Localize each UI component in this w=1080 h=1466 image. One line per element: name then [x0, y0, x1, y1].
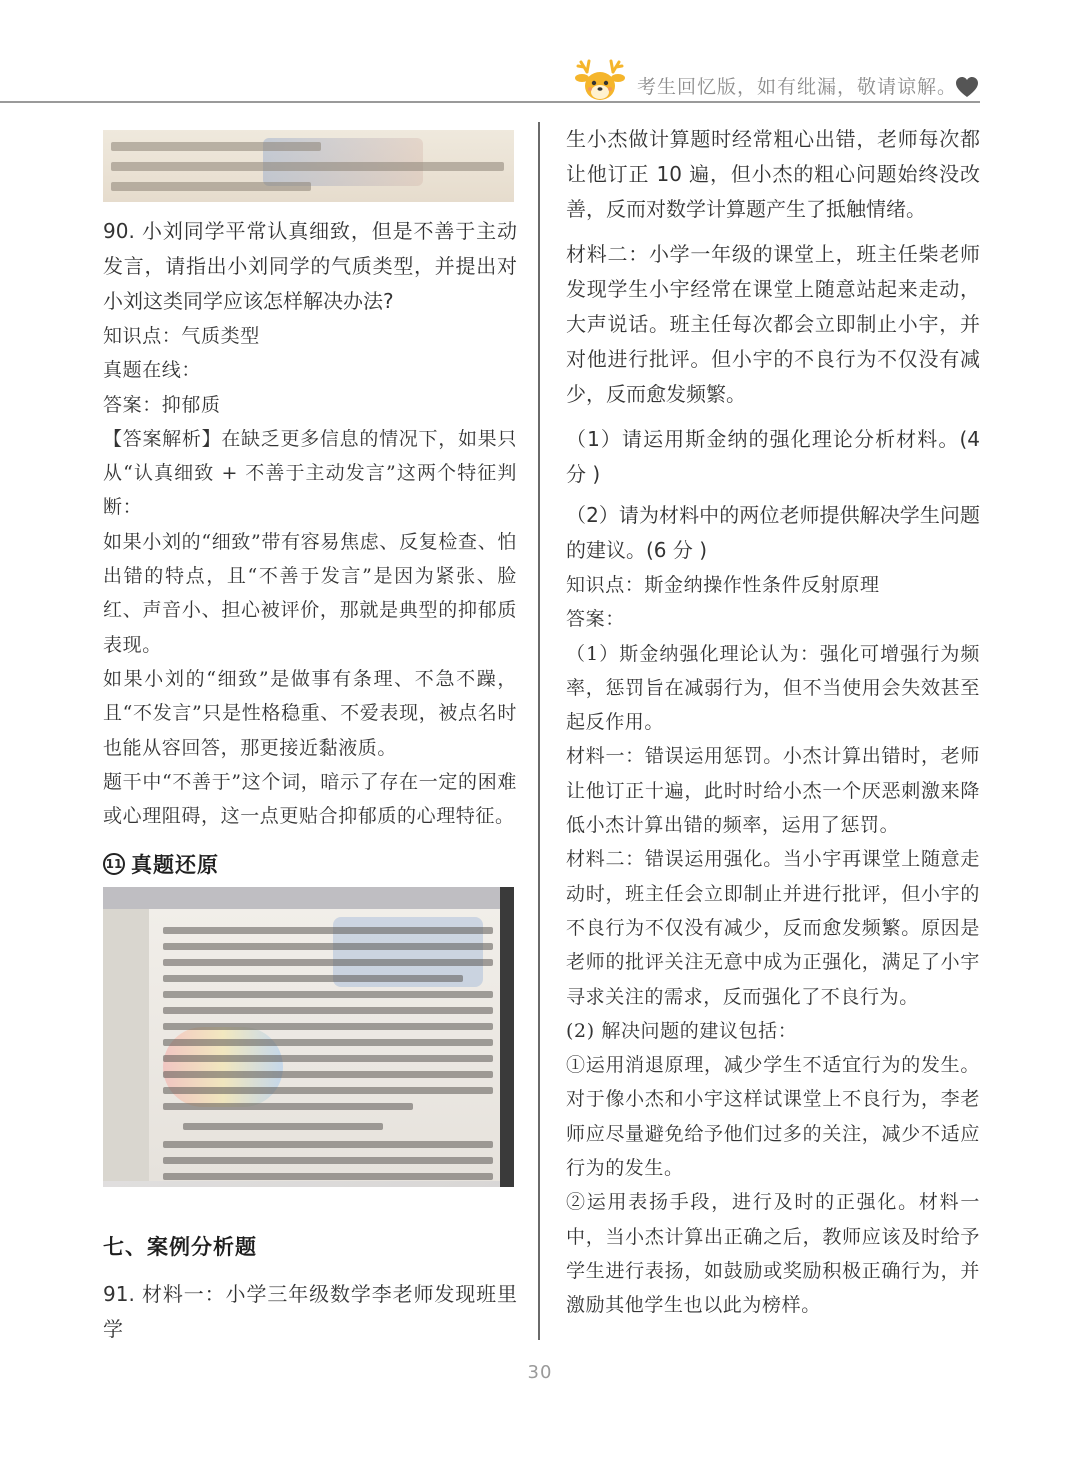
answer: 答案：抑郁质 — [103, 393, 221, 416]
exam-online-label: 真题在线： — [103, 359, 202, 382]
photo-text-line — [111, 162, 504, 171]
sub-question-2: （2）请为材料中的两位老师提供解决学生问题的建议。(6 分 ) — [566, 503, 980, 562]
section-heading: 七、案例分析题 — [103, 1235, 257, 1260]
answer-1-material-1: 材料一：错误运用惩罚。小杰计算出错时，老师让他订正十遍，此时时给小杰一个厌恶刺激来降低小杰计算出错的频率，运用了惩罚。 — [566, 745, 980, 837]
answer-1: （1）斯金纳强化理论认为：强化可增强行为频率，惩罚旨在减弱行为，但不当使用会失效甚至起反作用。 — [566, 642, 980, 734]
knowledge-point: 知识点：斯金纳操作性条件反射原理 — [566, 574, 880, 596]
header-notice: 考生回忆版，如有纰漏，敬请谅解。 — [637, 76, 958, 98]
textbook-page-photo — [103, 887, 514, 1187]
photo-text-line — [111, 142, 321, 151]
question-91-continued: 生小杰做计算题时经常粗心出错，老师每次都让他订正 10 遍，但小杰的粗心问题始终没改善，反而对数学计算题产生了抵触情绪。 — [566, 127, 980, 221]
material-2: 材料二：小学一年级的课堂上，班主任柴老师发现学生小宇经常在课堂上随意站起来走动，大声说话。班主任每次都会立即制止小宇，并对他进行批评。但小宇的不良行为不仅没有减少，反而愈发频繁。 — [566, 242, 980, 406]
analysis-paragraph-1: 如果小刘的“细致”带有容易焦虑、反复检查、怕出错的特点，且“不善于发言”是因为紧张、脸红、声音小、担心被评价，那就是典型的抑郁质表现。 — [103, 530, 517, 656]
knowledge-point: 知识点：气质类型 — [103, 325, 260, 347]
heart-icon — [955, 76, 979, 98]
answer-1-material-2: 材料二：错误运用强化。当小宇再课堂上随意走动时，班主任会立即制止并进行批评，但小宇的不良行为不仅没有减少，反而愈发频繁。原因是老师的批评关注无意中成为正强化，满足了小宇寻求关注的需求，反而强化了不良行为。 — [566, 848, 980, 1008]
textbook-photo-snippet — [103, 130, 514, 202]
analysis-paragraph-3: 题干中“不善于”这个词，暗示了存在一定的困难或心理阻碍，这一点更贴合抑郁质的心理特征。 — [103, 770, 517, 828]
answer-2-suggestion-2: ②运用表扬手段，进行及时的正强化。材料一中，当小杰计算出正确之后，教师应该及时给予学生进行表扬，如鼓励或奖励积极正确行为，并激励其他学生也以此为榜样。 — [566, 1191, 980, 1317]
question-91-start: 91. 材料一：小学三年级数学李老师发现班里学 — [103, 1282, 517, 1342]
answer-2: (2) 解决问题的建议包括： — [566, 1019, 798, 1042]
answer-2-suggestion-1: ①运用消退原理，减少学生不适宜行为的发生。对于像小杰和小宇这样试课堂上不良行为，李老师应尽量避免给予他们过多的关注，减少不适应行为的发生。 — [566, 1054, 980, 1180]
sub-question-1: （1）请运用斯金纳的强化理论分析材料。(4 分 ) — [566, 427, 980, 486]
header-rule — [0, 101, 980, 103]
page-number: 30 — [527, 1362, 553, 1383]
column-divider — [538, 122, 540, 1340]
answer-analysis: 【答案解析】在缺乏更多信息的情况下，如果只从“认真细致 + 不善于主动发言”这两个特征判断： — [103, 427, 517, 519]
question-90: 90. 小刘同学平常认真细致，但是不善于主动发言，请指出小刘同学的气质类型，并提出对小刘这类同学应该怎样解决办法? — [103, 219, 517, 313]
photo-text-line — [111, 182, 311, 191]
deer-mascot-icon — [573, 58, 627, 104]
real-exam-badge — [103, 847, 517, 881]
right-column — [566, 118, 980, 1323]
answer-label: 答案： — [566, 608, 625, 631]
badge-number: 11 — [103, 853, 125, 875]
badge-title: 真题还原 — [131, 853, 219, 878]
analysis-paragraph-2: 如果小刘的“细致”是做事有条理、不急不躁，且“不发言”只是性格稳重、不爱表现，被点名时也能从容回答，那更接近黏液质。 — [103, 667, 517, 759]
left-column — [103, 118, 517, 1347]
page-header — [0, 0, 1080, 110]
